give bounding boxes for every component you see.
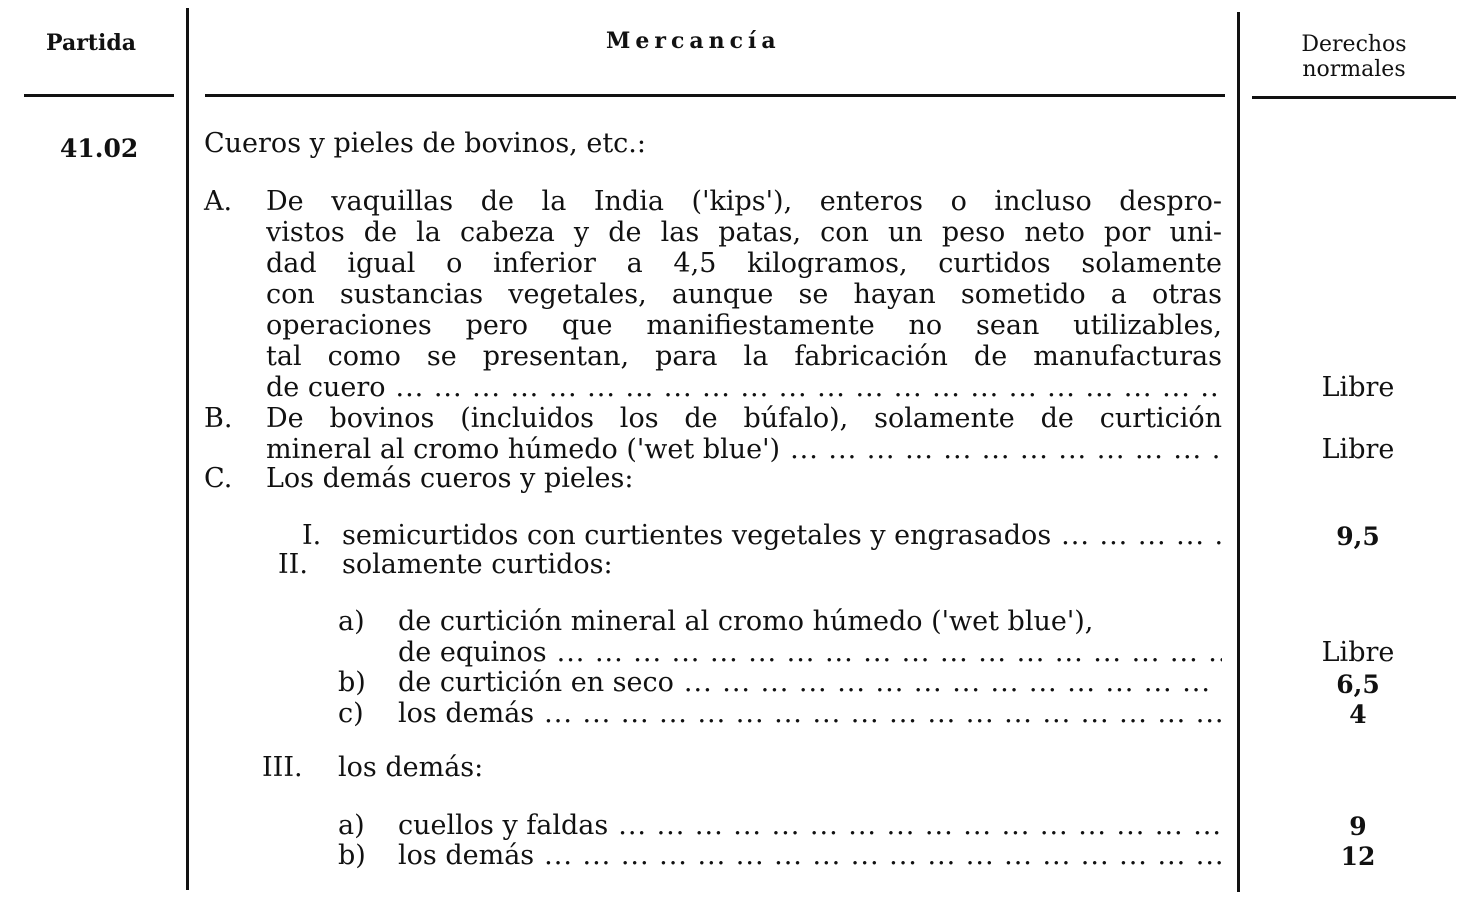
item-c-iii-a-line bbox=[398, 810, 1222, 841]
dot-leader bbox=[544, 840, 1222, 871]
entry-title: Cueros y pieles de bovinos, etc.: bbox=[204, 128, 646, 159]
duty-c-iii-a: 9 bbox=[1349, 812, 1367, 841]
duty-b: Libre bbox=[1321, 434, 1395, 465]
item-c-ii-b-line bbox=[398, 667, 1222, 698]
dot-leader bbox=[396, 372, 1223, 403]
item-c-ii-b-marker: b) bbox=[338, 667, 366, 698]
item-a-line-1: De vaquillas de la India ('kips'), enteros o incluso despro- bbox=[266, 186, 1222, 217]
item-c-ii-c-text: los demás bbox=[398, 698, 535, 729]
header-rule-derechos bbox=[1252, 96, 1456, 99]
item-b-marker: B. bbox=[204, 403, 233, 434]
item-a-line-3: dad igual o inferior a 4,5 kilogramos, curtidos solamente bbox=[266, 248, 1222, 279]
item-c-ii-a-line-1: de curtición mineral al cromo húmedo ('wet blue'), bbox=[398, 606, 1094, 637]
item-c-ii-c-line bbox=[398, 698, 1222, 729]
item-c-ii-a-line-2-text: de equinos bbox=[398, 637, 547, 668]
item-a-last-line bbox=[266, 372, 1222, 403]
item-b-line-1: De bovinos (incluidos los de búfalo), solamente de curtición bbox=[266, 403, 1222, 434]
dot-leader bbox=[1061, 520, 1222, 551]
item-c-iii-text: los demás: bbox=[338, 752, 484, 783]
duty-c-ii-c: 4 bbox=[1349, 700, 1367, 729]
dot-leader bbox=[557, 637, 1222, 668]
header-derechos-line1: Derechos bbox=[1301, 32, 1407, 57]
partida-number: 41.02 bbox=[60, 134, 139, 163]
item-c-i-marker: I. bbox=[302, 520, 322, 551]
header-rule-mercancia bbox=[205, 94, 1225, 97]
column-divider-left bbox=[186, 8, 189, 890]
header-derechos bbox=[1262, 32, 1446, 82]
item-a-marker: A. bbox=[204, 186, 233, 217]
item-a-last-text: de cuero bbox=[266, 372, 386, 403]
duty-a: Libre bbox=[1321, 372, 1395, 403]
item-c-iii-marker: III. bbox=[262, 752, 303, 783]
item-c-marker: C. bbox=[204, 463, 233, 494]
item-c-ii-text: solamente curtidos: bbox=[342, 549, 613, 580]
item-c-iii-a-text: cuellos y faldas bbox=[398, 810, 609, 841]
header-mercancia: Mercancía bbox=[606, 28, 781, 54]
item-c-iii-b-line bbox=[398, 840, 1222, 871]
item-b-line-2 bbox=[266, 434, 1222, 465]
item-c-ii-a-marker: a) bbox=[338, 606, 365, 637]
item-c-iii-a-marker: a) bbox=[338, 810, 365, 841]
item-c-ii-c-marker: c) bbox=[338, 698, 364, 729]
column-divider-right bbox=[1237, 12, 1240, 892]
dot-leader bbox=[790, 434, 1222, 465]
item-c-text: Los demás cueros y pieles: bbox=[266, 463, 634, 494]
duty-c-iii-b: 12 bbox=[1340, 842, 1376, 871]
dot-leader bbox=[684, 667, 1222, 698]
item-a-line-6: tal como se presentan, para la fabricación de manufacturas bbox=[266, 341, 1222, 372]
duty-c-ii-b: 6,5 bbox=[1336, 670, 1380, 699]
item-c-i-text: semicurtidos con curtientes vegetales y engrasados bbox=[342, 520, 1052, 551]
header-partida: Partida bbox=[46, 30, 136, 56]
duty-c-ii-a: Libre bbox=[1321, 637, 1395, 668]
dot-leader bbox=[544, 698, 1222, 729]
dot-leader bbox=[618, 810, 1222, 841]
item-c-i-line bbox=[342, 520, 1222, 551]
item-c-iii-b-marker: b) bbox=[338, 840, 366, 871]
item-a-line-4: con sustancias vegetales, aunque se hayan sometido a otras bbox=[266, 279, 1222, 310]
item-a-line-5: operaciones pero que manifiestamente no sean utilizables, bbox=[266, 310, 1222, 341]
duty-c-i: 9,5 bbox=[1336, 522, 1380, 551]
header-derechos-line2: normales bbox=[1302, 57, 1406, 82]
item-b-line-2-text: mineral al cromo húmedo ('wet blue') bbox=[266, 434, 781, 465]
item-c-ii-b-text: de curtición en seco bbox=[398, 667, 674, 698]
item-a-line-2: vistos de la cabeza y de las patas, con un peso neto por uni- bbox=[266, 217, 1222, 248]
item-c-ii-a-line-2 bbox=[398, 637, 1222, 668]
header-rule-partida bbox=[24, 94, 174, 97]
item-c-ii-marker: II. bbox=[278, 549, 308, 580]
item-c-iii-b-text: los demás bbox=[398, 840, 535, 871]
